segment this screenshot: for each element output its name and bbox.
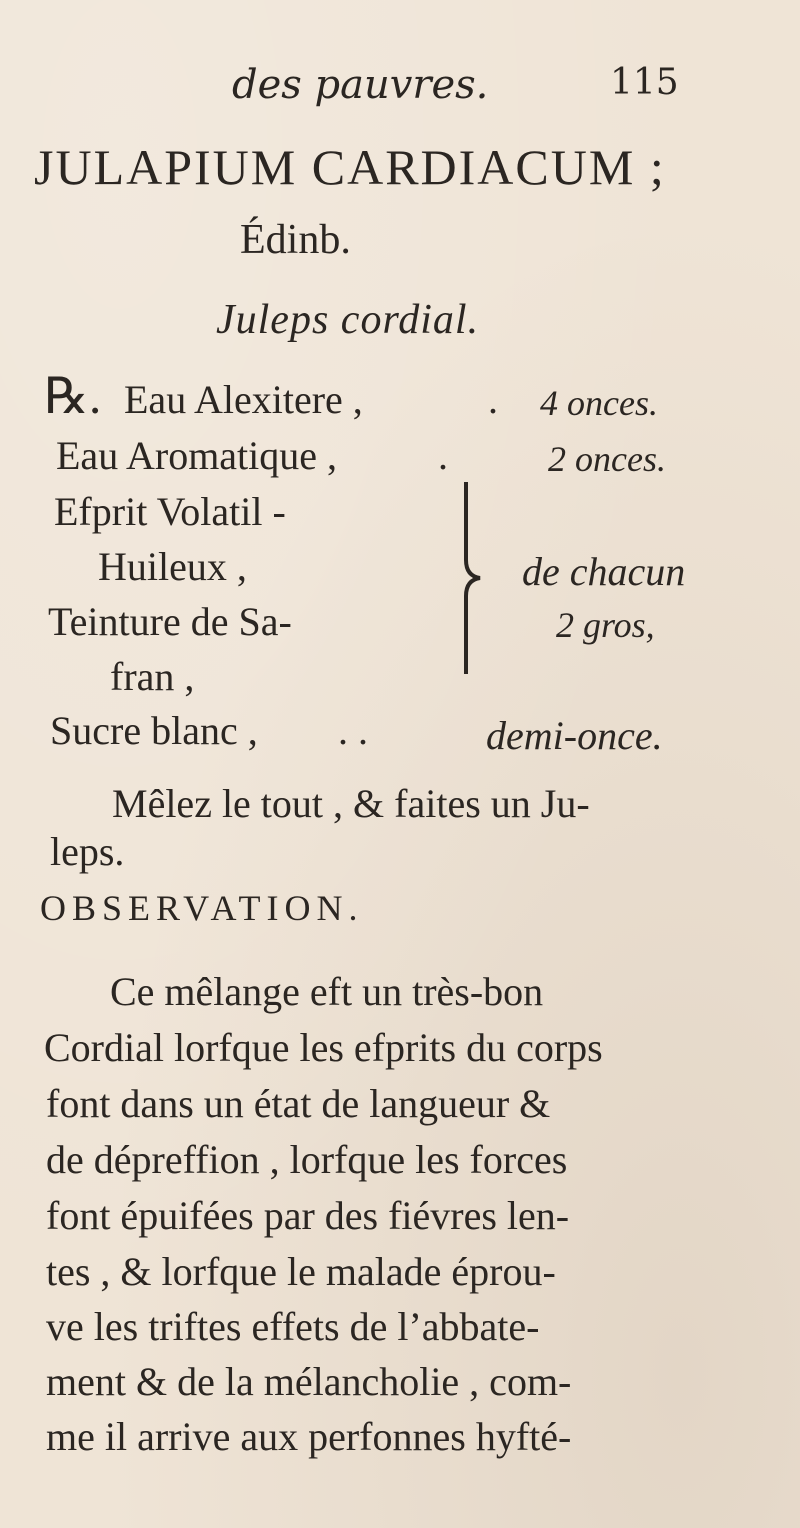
instruction-line: leps. [50, 829, 125, 874]
ingredient-name: Sucre blanc , [50, 708, 258, 753]
ingredient-quantity: 4 onces. [540, 383, 658, 423]
recipe-source: Édinb. [240, 217, 351, 263]
observation-line: me il arrive aux perfonnes hyfté- [46, 1414, 572, 1459]
observation-line: font épuifées par des fiévres len- [46, 1193, 570, 1238]
ingredient-quantity: 2 onces. [548, 439, 666, 479]
running-title: des pauvres. [232, 62, 489, 108]
instruction-line: Mêlez le tout , & faites un Ju- [112, 781, 590, 826]
recipe-symbol: ℞. [44, 368, 102, 424]
ingredient-name-line1: Teinture de Sa- [48, 599, 292, 644]
page-number: 115 [610, 62, 679, 103]
recipe-title: JULAPIUM CARDIACUM ; [34, 139, 666, 195]
observation-line: Cordial lorfque les efprits du corps [44, 1025, 603, 1070]
grouping-brace [460, 480, 490, 676]
ingredient-name: Eau Alexitere , [124, 377, 363, 422]
ingredient-dots: . [438, 433, 448, 478]
ingredient-name-line2: Huileux , [98, 544, 247, 589]
observation-heading: OBSERVATION. [40, 888, 364, 928]
ingredient-quantity: demi-once. [486, 713, 663, 758]
ingredient-dots: . . [338, 708, 368, 753]
ingredient-name-line2: fran , [110, 654, 195, 699]
observation-line: tes , & lorfque le malade éprou- [46, 1249, 556, 1294]
ingredient-quantity: 2 gros, [556, 605, 655, 645]
ingredient-dots: . [488, 377, 498, 422]
recipe-french-title: Juleps cordial. [216, 297, 480, 343]
ingredient-quantity: de chacun [522, 549, 686, 594]
observation-line: ve les triftes effets de l’abbate- [46, 1304, 540, 1349]
observation-line: ment & de la mélancholie , com- [46, 1359, 572, 1404]
observation-line: Ce mêlange eft un très-bon [110, 969, 544, 1014]
observation-line: font dans un état de langueur & [46, 1081, 551, 1126]
ingredient-name: Eau Aromatique , [56, 433, 338, 478]
observation-line: de dépreffion , lorfque les forces [46, 1137, 568, 1182]
ingredient-name-line1: Efprit Volatil - [54, 489, 286, 534]
